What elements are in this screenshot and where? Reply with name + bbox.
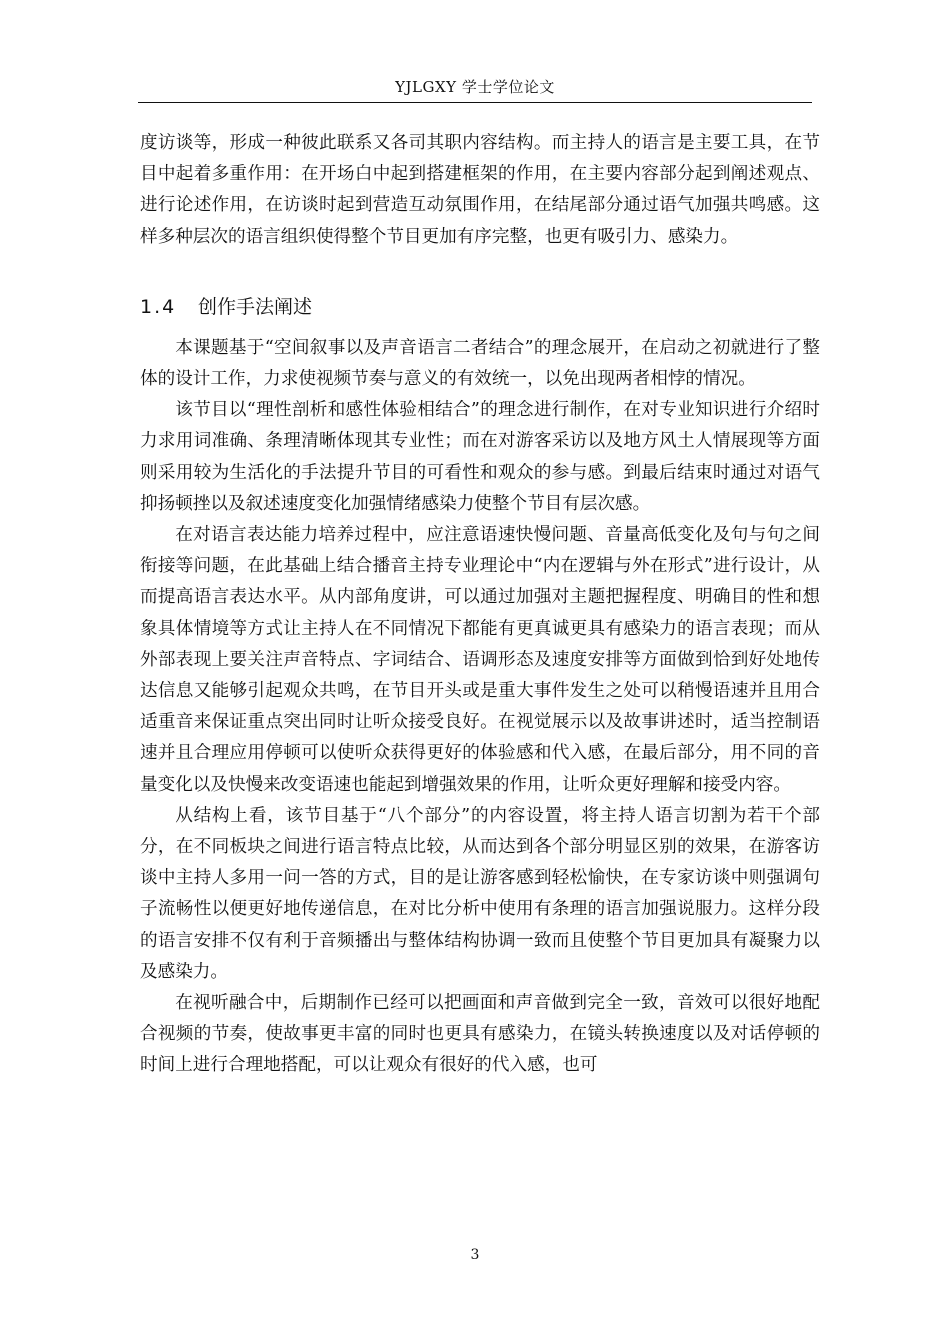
page-number: 3 <box>470 1247 480 1263</box>
header-title: YJLGXY 学士学位论文 <box>395 78 555 96</box>
page-header <box>138 76 812 98</box>
continued-paragraph: 度访谈等，形成一种彼此联系又各司其职内容结构。而主持人的语言是主要工具，在节目中起着多重作用：在开场白中起到搭建框架的作用，在主要内容部分起到阐述观点、进行论述作用，在访谈时起到营造互动氛围作用，在结尾部分通过语气加强共鸣感。这样多种层次的语言组织使得整个节目更加有序完整，也更有吸引力、感染力。 <box>140 133 820 247</box>
paragraph-3: 在对语言表达能力培养过程中，应注意语速快慢问题、音量高低变化及句与句之间衔接等问题，在此基础上结合播音主持专业理论中“内在逻辑与外在形式”进行设计，从而提高语言表达水平。从内部角度讲，可以通过加强对主题把握程度、明确目的性和想象具体情境等方式让主持人在不同情况下都能有更真诚更具有感染力的语言表现；而从外部表现上要关注声音特点、字词结合、语调形态及速度安排等方面做到恰到好处地传达信息又能够引起观众共鸣，在节目开头或是重大事件发生之处可以稍慢语速并且用合适重音来保证重点突出同时让听众接受良好。在视觉展示以及故事讲述时，适当控制语速并且合理应用停顿可以使听众获得更好的体验感和代入感，在最后部分，用不同的音量变化以及快慢来改变语速也能起到增强效果的作用，让听众更好理解和接受内容。 <box>140 525 820 795</box>
section-title: 创作手法阐述 <box>198 295 313 318</box>
body-text <box>140 128 820 1082</box>
paragraph-4: 从结构上看，该节目基于“八个部分”的内容设置，将主持人语言切割为若干个部分，在不同板块之间进行语言特点比较，从而达到各个部分明显区别的效果，在游客访谈中主持人多用一问一答的方式，目的是让游客感到轻松愉快，在专家访谈中则强调句子流畅性以便更好地传递信息，在对比分析中使用有条理的语言加强说服力。这样分段的语言安排不仅有利于音频播出与整体结构协调一致而且使整个节目更加具有凝聚力以及感染力。 <box>140 805 820 982</box>
paragraph-2: 该节目以“理性剖析和感性体验相结合”的理念进行制作，在对专业知识进行介绍时力求用词准确、条理清晰体现其专业性；而在对游客采访以及地方风土人情展现等方面则采用较为生活化的手法提升节目的可看性和观众的参与感。到最后结束时通过对语气抑扬顿挫以及叙述速度变化加强情绪感染力使整个节目有层次感。 <box>140 400 820 514</box>
section-number: 1.4 <box>140 295 177 318</box>
header-divider <box>138 102 812 103</box>
paragraph-1: 本课题基于“空间叙事以及声音语言二者结合”的理念展开，在启动之初就进行了整体的设计工作，力求使视频节奏与意义的有效统一，以免出现两者相悖的情况。 <box>140 337 820 390</box>
paragraph-5: 在视听融合中，后期制作已经可以把画面和声音做到完全一致，音效可以很好地配合视频的节奏，使故事更丰富的同时也更具有感染力，在镜头转换速度以及对话停顿的时间上进行合理地搭配，可以让观众有很好的代入感，也可 <box>140 993 820 1076</box>
section-heading <box>140 292 820 322</box>
